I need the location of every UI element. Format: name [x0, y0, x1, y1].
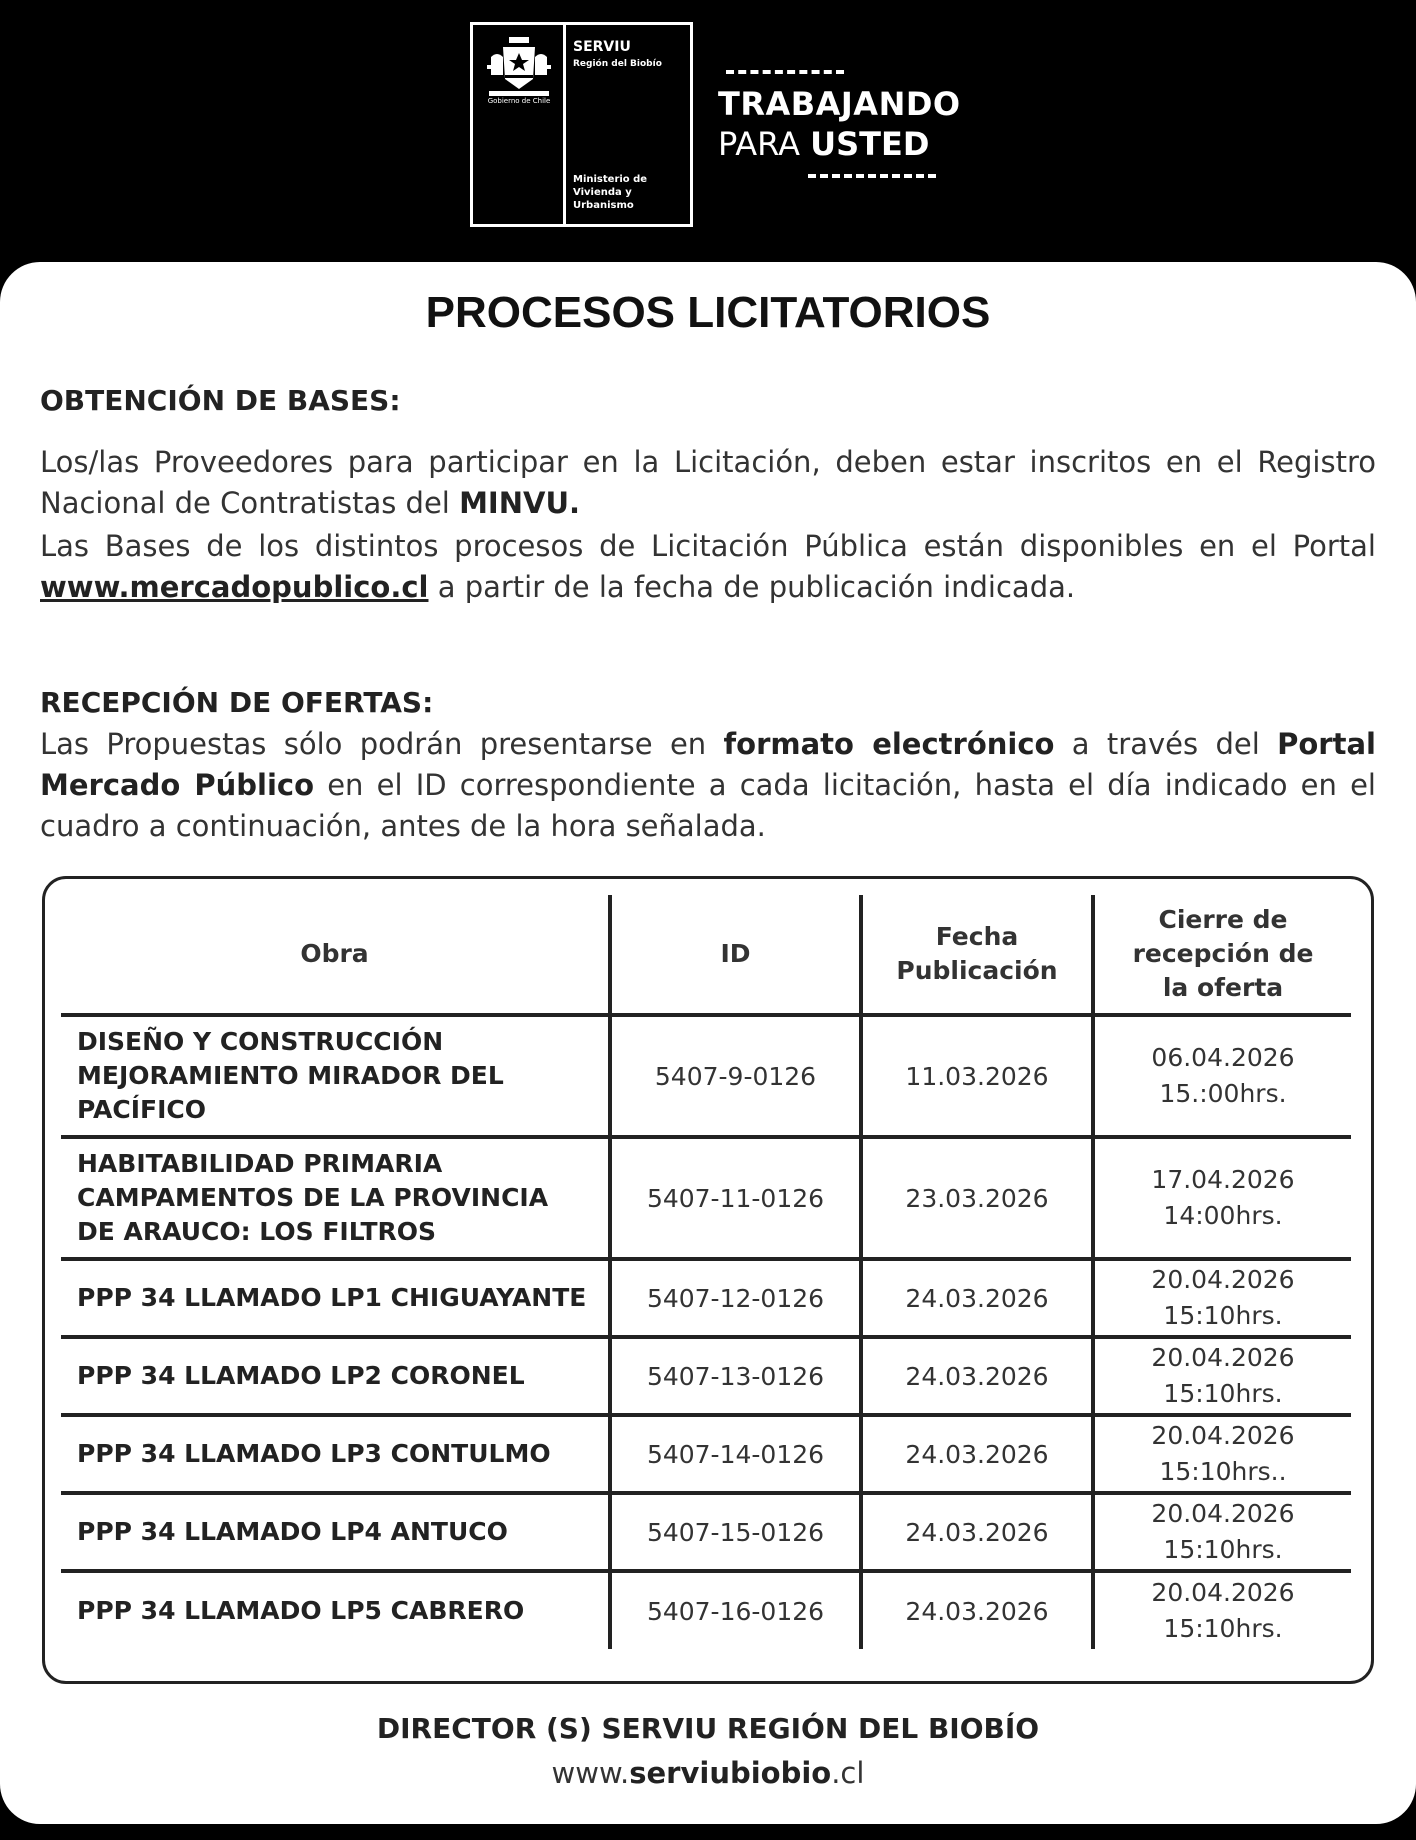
slogan-bold: USTED: [810, 125, 930, 163]
ofertas-b2: Portal Mercado Público: [40, 727, 1376, 802]
cell-id: 5407-16-0126: [610, 1571, 861, 1649]
cell-cierre-fecha: 20.04.2026: [1151, 1578, 1295, 1607]
bases-paragraph-1: [40, 442, 1376, 524]
header-banner: [0, 0, 1416, 270]
cell-fecha: 23.03.2026: [861, 1137, 1093, 1259]
cell-id: 5407-15-0126: [610, 1493, 861, 1571]
cell-obra-line: DISEÑO Y CONSTRUCCIÓN: [77, 1027, 444, 1056]
url-domain: serviubiobio: [629, 1756, 832, 1790]
cell-cierre-hora: 15:10hrs.: [1163, 1301, 1283, 1330]
cell-cierre: [1093, 1571, 1351, 1649]
cell-cierre-fecha: 17.04.2026: [1151, 1165, 1295, 1194]
cell-cierre: [1093, 1493, 1351, 1571]
cell-id: 5407-12-0126: [610, 1259, 861, 1337]
col-header-cierre-line3: la oferta: [1162, 973, 1284, 1002]
mercadopublico-link[interactable]: www.mercadopublico.cl: [40, 570, 429, 604]
cell-cierre: [1093, 1415, 1351, 1493]
logo-emblem-panel: [473, 25, 566, 224]
col-header-fecha-line1: Fecha: [935, 922, 1019, 951]
col-header-cierre-line1: Cierre de: [1158, 905, 1288, 934]
table-row: [61, 1137, 1351, 1259]
cell-fecha: 24.03.2026: [861, 1571, 1093, 1649]
logo-ministry-label: Ministerio de Vivienda y Urbanismo: [573, 174, 648, 211]
cell-cierre-hora: 14:00hrs.: [1163, 1201, 1283, 1230]
cell-fecha: 24.03.2026: [861, 1337, 1093, 1415]
slogan-line-2: [718, 124, 961, 164]
url-suffix: .cl: [831, 1756, 865, 1790]
cell-cierre: [1093, 1337, 1351, 1415]
ofertas-heading: RECEPCIÓN DE OFERTAS:: [40, 686, 434, 719]
slogan: [718, 70, 961, 178]
table-row: [61, 1259, 1351, 1337]
bases-p1-text: Los/las Proveedores para participar en la Licitación, deben estar inscritos en el Registro Nacional de Contratistas del: [40, 445, 1376, 520]
bases-p2-before: Las Bases de los distintos procesos de Licitación Pública están disponibles en el Portal: [40, 529, 1376, 563]
ofertas-t2: a través del: [1054, 727, 1278, 761]
table-row: [61, 1337, 1351, 1415]
table-row: [61, 1493, 1351, 1571]
ofertas-t3: en el ID correspondiente a cada licitación, hasta el día indicado en el cuadro a continuación, antes de la hora señalada.: [40, 768, 1376, 843]
table-header-row: [61, 895, 1351, 1015]
table-row: [61, 1015, 1351, 1137]
cell-obra: PPP 34 LLAMADO LP3 CONTULMO: [61, 1415, 610, 1493]
cell-cierre-fecha: 20.04.2026: [1151, 1421, 1295, 1450]
svg-text:Gobierno de Chile: Gobierno de Chile: [487, 97, 551, 105]
cell-cierre-hora: 15:10hrs.: [1163, 1614, 1283, 1643]
serviu-website-link[interactable]: [0, 1756, 1416, 1790]
cell-cierre-fecha: 20.04.2026: [1151, 1343, 1295, 1372]
slogan-line-1: TRABAJANDO: [718, 85, 961, 123]
url-prefix: www.: [551, 1756, 630, 1790]
cell-cierre-hora: 15:10hrs..: [1159, 1457, 1287, 1486]
cell-fecha: 24.03.2026: [861, 1259, 1093, 1337]
bases-p1-bold: MINVU.: [459, 486, 581, 520]
cell-cierre-hora: 15.:00hrs.: [1159, 1079, 1287, 1108]
cell-obra-line: PACÍFICO: [77, 1095, 207, 1124]
bases-heading: OBTENCIÓN DE BASES:: [40, 384, 401, 417]
cell-obra-line: DE ARAUCO: LOS FILTROS: [77, 1217, 437, 1246]
cell-cierre-hora: 15:10hrs.: [1163, 1379, 1283, 1408]
slogan-dash-bottom: [808, 174, 936, 178]
cell-cierre: [1093, 1137, 1351, 1259]
table-row: [61, 1571, 1351, 1649]
cell-cierre-fecha: 20.04.2026: [1151, 1499, 1295, 1528]
cell-obra: PPP 34 LLAMADO LP2 CORONEL: [61, 1337, 610, 1415]
logo-serviu-label: SERVIU: [573, 39, 631, 55]
cell-obra: PPP 34 LLAMADO LP5 CABRERO: [77, 1596, 525, 1625]
cell-cierre: [1093, 1259, 1351, 1337]
cell-obra-line: HABITABILIDAD PRIMARIA: [77, 1149, 443, 1178]
ofertas-b1: formato electrónico: [723, 727, 1055, 761]
col-header-id: ID: [610, 895, 861, 1015]
content-card: [0, 262, 1416, 1824]
col-header-fecha-line2: Publicación: [896, 956, 1058, 985]
cell-fecha: 11.03.2026: [861, 1015, 1093, 1137]
slogan-dash-top: [726, 70, 844, 74]
tenders-table: [61, 895, 1351, 1649]
col-header-obra: Obra: [61, 895, 610, 1015]
cell-obra: [61, 1015, 610, 1137]
cell-obra-line: CAMPAMENTOS DE LA PROVINCIA: [77, 1183, 549, 1212]
cell-cierre-fecha: 06.04.2026: [1151, 1043, 1295, 1072]
table-row: [61, 1415, 1351, 1493]
cell-cierre-fecha: 20.04.2026: [1151, 1265, 1295, 1294]
cell-cierre: [1093, 1015, 1351, 1137]
signature: DIRECTOR (S) SERVIU REGIÓN DEL BIOBÍO: [376, 1712, 1040, 1745]
cell-fecha: 24.03.2026: [861, 1493, 1093, 1571]
col-header-cierre: [1093, 895, 1351, 1015]
cell-obra: [61, 1137, 610, 1259]
cell-id: 5407-9-0126: [610, 1015, 861, 1137]
ofertas-t1: Las Propuestas sólo podrán presentarse en: [40, 727, 724, 761]
serviu-logo: [470, 22, 693, 227]
cell-obra-line: MEJORAMIENTO MIRADOR DEL: [77, 1061, 504, 1090]
cell-obra: PPP 34 LLAMADO LP4 ANTUCO: [61, 1493, 610, 1571]
chile-coat-of-arms-icon: [485, 35, 553, 105]
tenders-table-frame: [42, 876, 1374, 1684]
bases-paragraph-2: [40, 526, 1376, 608]
cell-id: 5407-14-0126: [610, 1415, 861, 1493]
ofertas-paragraph: [40, 724, 1376, 847]
cell-obra: PPP 34 LLAMADO LP1 CHIGUAYANTE: [61, 1259, 610, 1337]
cell-id: 5407-11-0126: [610, 1137, 861, 1259]
page-title: PROCESOS LICITATORIOS: [425, 288, 991, 337]
bases-p2-after: a partir de la fecha de publicación indicada.: [428, 570, 1076, 604]
slogan-prefix: PARA: [718, 125, 800, 163]
cell-id: 5407-13-0126: [610, 1337, 861, 1415]
cell-fecha: 24.03.2026: [861, 1415, 1093, 1493]
logo-region-label: Región del Biobío: [573, 59, 662, 69]
col-header-fecha: [861, 895, 1093, 1015]
cell-cierre-hora: 15:10hrs.: [1163, 1535, 1283, 1564]
col-header-cierre-line2: recepción de: [1132, 939, 1314, 968]
